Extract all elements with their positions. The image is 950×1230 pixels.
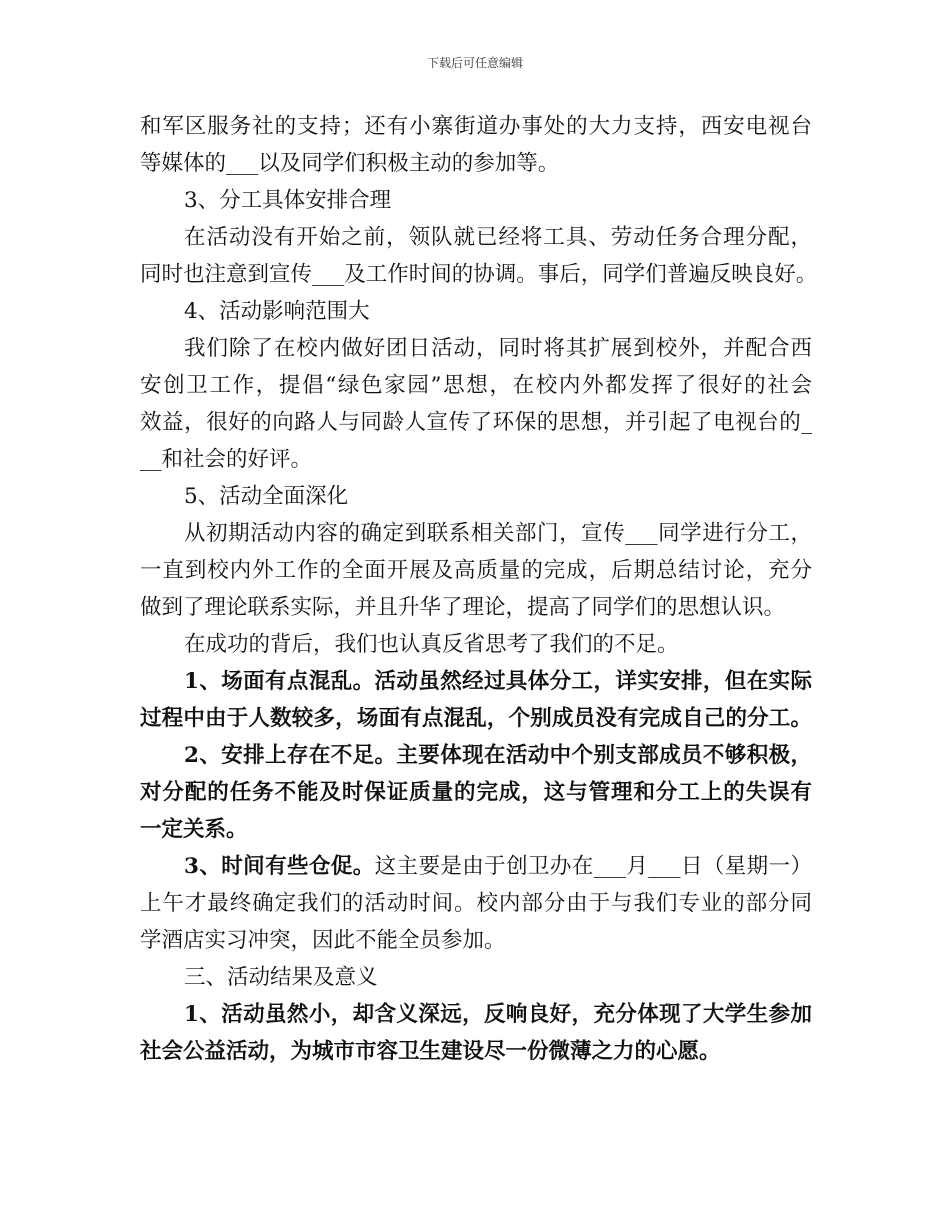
paragraph-line: 等媒体的___以及同学们积极主动的参加等。 <box>140 151 560 176</box>
section-heading: 4、活动影响范围大 <box>184 299 370 324</box>
section-heading: 三、活动结果及意义 <box>184 965 378 990</box>
paragraph-line: 学酒店实习冲突，因此不能全员参加。 <box>140 928 506 953</box>
bold-paragraph-line: 过程中由于人数较多，场面有点混乱，个别成员没有完成自己的分工。 <box>140 706 812 731</box>
bold-paragraph-line: 对分配的任务不能及时保证质量的完成，这与管理和分工上的失误有 <box>140 780 812 805</box>
paragraph-line: 和军区服务社的支持；还有小寨街道办事处的大力支持，西安电视台 <box>140 114 812 139</box>
paragraph-line: 一直到校内外工作的全面开展及高质量的完成，后期总结讨论，充分 <box>140 558 812 583</box>
paragraph-line: 同时也注意到宣传___及工作时间的协调。事后，同学们普遍反映良好。 <box>140 262 818 287</box>
bold-paragraph-line: 1、活动虽然小，却含义深远，反响良好，充分体现了大学生参加 <box>184 1002 812 1027</box>
bold-paragraph-line: 一定关系。 <box>140 817 248 842</box>
paragraph-line: 从初期活动内容的确定到联系相关部门，宣传___同学进行分工， <box>184 521 812 546</box>
section-heading: 5、活动全面深化 <box>184 484 349 509</box>
paragraph-line: 效益，很好的向路人与同龄人宣传了环保的思想，并引起了电视台的_ <box>140 410 812 435</box>
paragraph-line: 我们除了在校内做好团日活动，同时将其扩展到校外，并配合西 <box>184 336 812 361</box>
paragraph-line: __和社会的好评。 <box>140 447 313 472</box>
paragraph-line: 在成功的背后，我们也认真反省思考了我们的不足。 <box>184 632 679 657</box>
page-header: 下载后可任意编辑 <box>426 56 523 70</box>
bold-lead-phrase: 3、时间有些仓促。 <box>184 854 375 879</box>
paragraph-line: 上午才最终确定我们的活动时间。校内部分由于与我们专业的部分同 <box>140 891 812 916</box>
bold-paragraph-line: 2、安排上存在不足。主要体现在活动中个别支部成员不够积极， <box>184 743 812 768</box>
bold-paragraph-line: 社会公益活动，为城市市容卫生建设尽一份微薄之力的心愿。 <box>140 1039 721 1064</box>
bold-paragraph-line: 1、场面有点混乱。活动虽然经过具体分工，详实安排，但在实际 <box>184 669 812 694</box>
mixed-paragraph-line <box>140 848 812 885</box>
paragraph-text: 这主要是由于创卫办在___月___日（星期一） <box>374 854 812 879</box>
document-body <box>140 108 818 1070</box>
section-heading: 3、分工具体安排合理 <box>184 188 392 213</box>
paragraph-line: 安创卫工作，提倡“绿色家园”思想，在校内外都发挥了很好的社会 <box>140 373 812 398</box>
paragraph-line: 做到了理论联系实际，并且升华了理论，提高了同学们的思想认识。 <box>140 595 786 620</box>
paragraph-line: 在活动没有开始之前，领队就已经将工具、劳动任务合理分配， <box>184 225 812 250</box>
